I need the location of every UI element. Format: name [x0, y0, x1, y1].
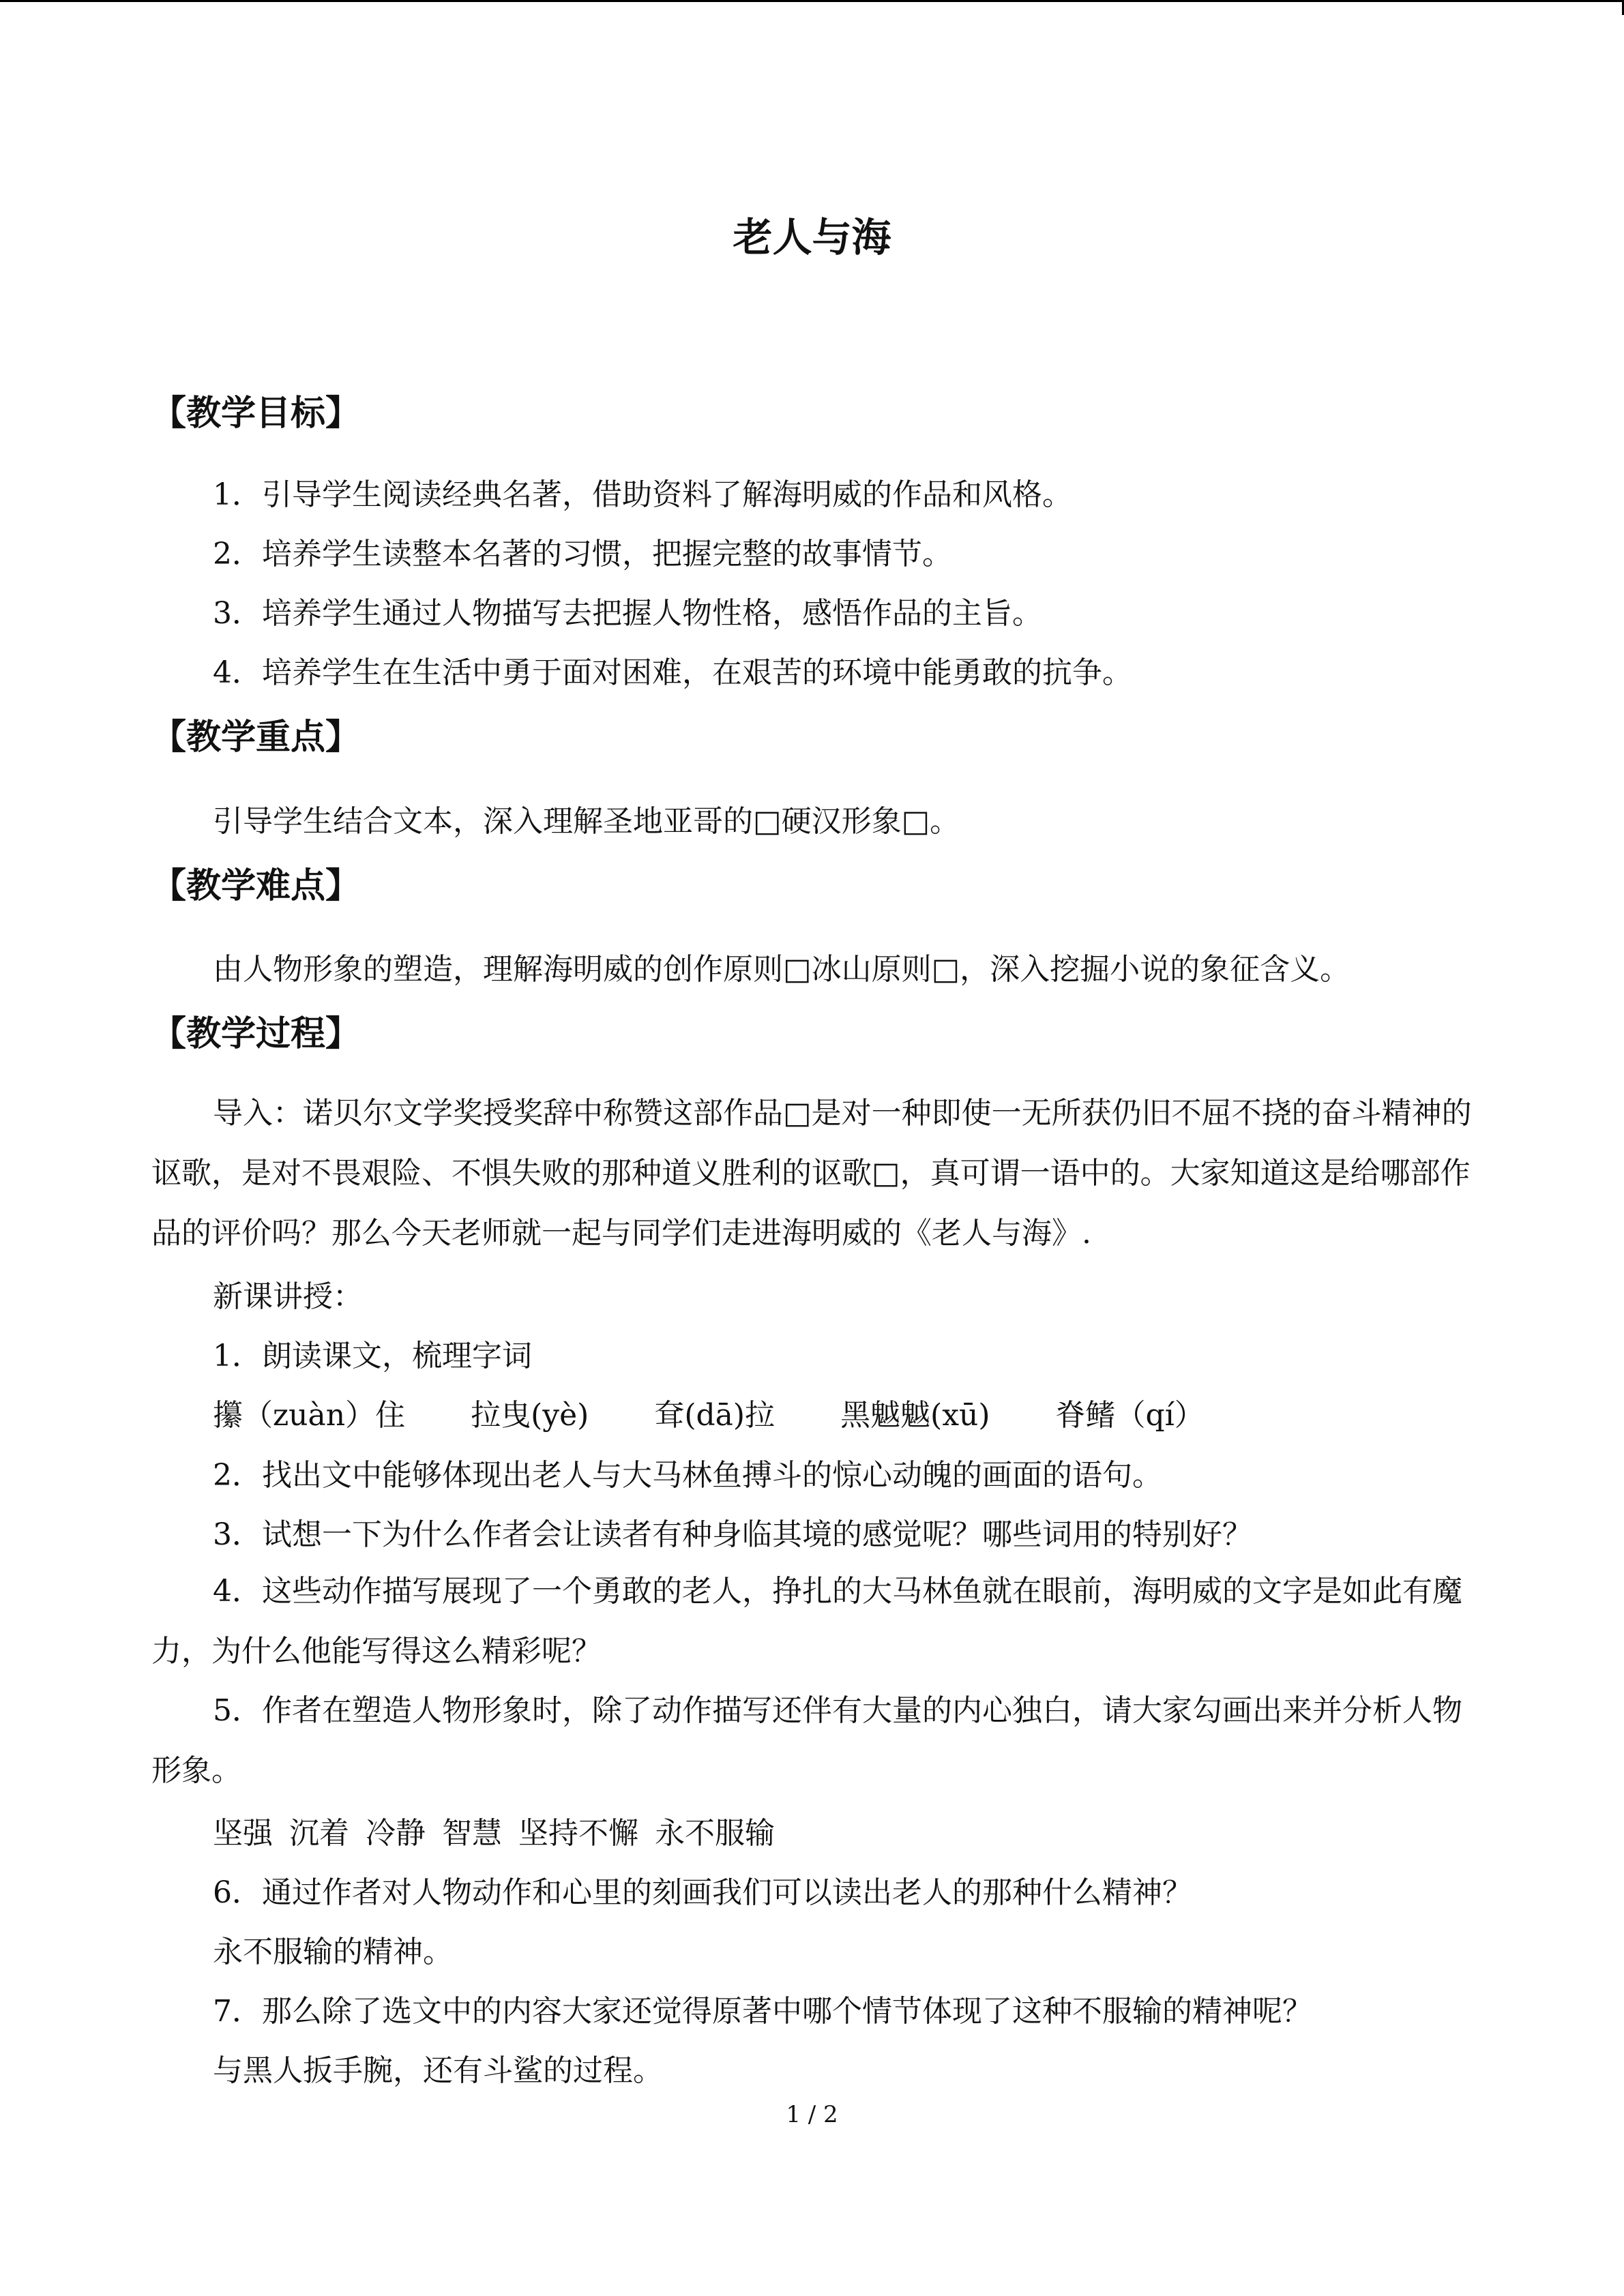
trait-list	[213, 1809, 791, 1858]
vocab-item: 攥（zuàn）住	[213, 1398, 406, 1433]
trait-item: 沉着	[289, 1816, 349, 1851]
new-lesson-label: 新课讲授：	[213, 1279, 363, 1314]
top-border	[0, 0, 1624, 2]
objective-item: 1．引导学生阅读经典名著，借助资料了解海明威的作品和风格。	[213, 477, 1072, 512]
vocab-item: 脊鳍（qí）	[1055, 1398, 1205, 1433]
trait-item: 冷静	[366, 1816, 426, 1851]
trait-item: 坚强	[213, 1816, 273, 1851]
objective-item: 3．培养学生通过人物描写去把握人物性格，感悟作品的主旨。	[213, 596, 1042, 631]
vocabulary-list	[213, 1391, 1270, 1440]
objective-item: 2．培养学生读整本名著的习惯，把握完整的故事情节。	[213, 537, 952, 571]
difficulties-heading: 【教学难点】	[151, 866, 361, 906]
vocab-item: 黑魆魆(xū)	[840, 1398, 990, 1433]
vocab-item: 拉曳(yè)	[471, 1398, 589, 1433]
step-7: 7．那么除了选文中的内容大家还觉得原著中哪个情节体现了这种不服输的精神呢？	[213, 1994, 1312, 2029]
step-1: 1．朗读课文，梳理字词	[213, 1339, 532, 1373]
step-3: 3．试想一下为什么作者会让读者有种身临其境的感觉呢？哪些词用的特别好？	[213, 1517, 1252, 1552]
trait-item: 永不服输	[655, 1816, 775, 1851]
intro-paragraph: 导入：诺贝尔文学奖授奖辞中称赞这部作品□是对一种即使一无所获仍旧不屈不挠的奋斗精神的讴歌，是对不畏艰险、不惧失败的那种道义胜利的讴歌□，真可谓一语中的。大家知道这是给哪部作品的评价吗？那么今天老师就一起与同学们走进海明威的《老人与海》.	[151, 1096, 1472, 1251]
vocab-item: 耷(dā)拉	[654, 1398, 776, 1433]
step-2: 2．找出文中能够体现出老人与大马林鱼搏斗的惊心动魄的画面的语句。	[213, 1458, 1162, 1493]
step-4: 4．这些动作描写展现了一个勇敢的老人，挣扎的大马林鱼就在眼前，海明威的文字是如此有魔力，为什么他能写得这么精彩呢？	[151, 1574, 1462, 1669]
step-6: 6．通过作者对人物动作和心里的刻画我们可以读出老人的那种什么精神？	[213, 1875, 1192, 1910]
difficulties-text: 由人物形象的塑造，理解海明威的创作原则□冰山原则□，深入挖掘小说的象征含义。	[213, 952, 1350, 987]
step-5: 5．作者在塑造人物形象时，除了动作描写还伴有大量的内心独白，请大家勾画出来并分析人物形象。	[151, 1693, 1462, 1788]
trait-item: 智慧	[442, 1816, 502, 1851]
page-number: 1 / 2	[786, 2101, 838, 2128]
objective-item: 4．培养学生在生活中勇于面对困难，在艰苦的环境中能勇敢的抗争。	[213, 655, 1132, 690]
document-title: 老人与海	[733, 214, 891, 260]
trait-item: 坚持不懈	[518, 1816, 638, 1851]
answer-7: 与黑人扳手腕，还有斗鲨的过程。	[213, 2053, 663, 2088]
answer-6: 永不服输的精神。	[213, 1935, 453, 1969]
key-points-text: 引导学生结合文本，深入理解圣地亚哥的□硬汉形象□。	[213, 804, 960, 839]
process-heading: 【教学过程】	[151, 1014, 361, 1054]
objectives-heading: 【教学目标】	[151, 393, 361, 434]
key-points-heading: 【教学重点】	[151, 717, 361, 758]
